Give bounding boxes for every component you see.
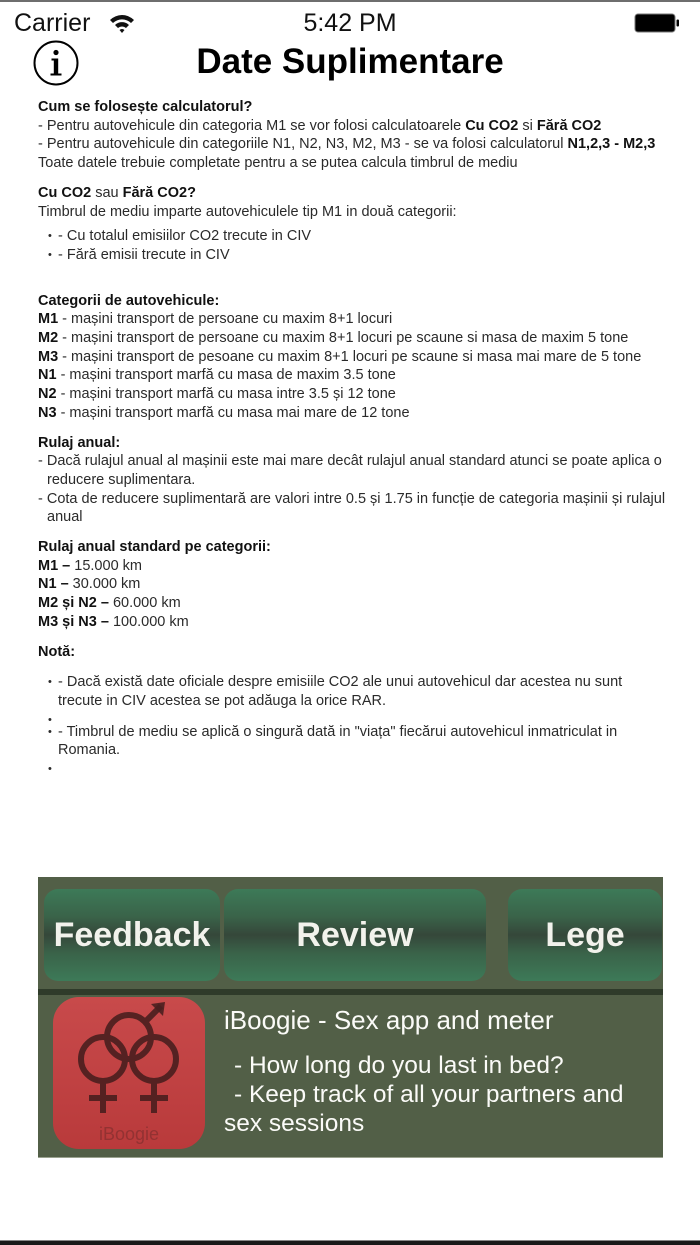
battery-full-icon [634, 13, 680, 33]
standard-heading: Rulaj anual standard pe categorii: [38, 539, 271, 556]
list-item: • - Fără emisii trecute in CIV [48, 246, 668, 265]
co2-intro: Timbrul de mediu imparte autovehiculele tip M1 in două categorii: [38, 203, 457, 220]
status-bar [0, 6, 700, 40]
co2-list [38, 227, 668, 264]
bottom-panel [38, 877, 663, 1158]
gender-symbols-icon [53, 997, 205, 1149]
lege-button[interactable]: Lege [508, 889, 662, 981]
category-item: N3 - mașini transport marfă cu masa mai mare de 12 tone [38, 404, 410, 421]
usage-line-2: - Pentru autovehicule din categoriile N1, N2, N3, M2, M3 - se va folosi calculatorul N1,2,3 - M2,3 [38, 136, 656, 153]
annual-item: - Cota de reducere suplimentară are valori intre 0.5 și 1.75 in funcție de categoria mașinii și rulajul anual [38, 490, 666, 526]
usage-line-1: - Pentru autovehicule din categoria M1 se vor folosi calculatoarele Cu CO2 si Fără CO2 [38, 117, 602, 134]
ad-title: iBoogie - Sex app and meter [224, 1005, 554, 1035]
category-item: N1 - mașini transport marfă cu masa de maxim 3.5 tone [38, 367, 396, 384]
review-button[interactable]: Review [224, 889, 486, 981]
co2-heading: Cu CO2 sau Fără CO2? [38, 184, 196, 201]
ad-description: - How long do you last in bed? - Keep track of all your partners and sex sessions [224, 1052, 624, 1137]
standard-item: M3 și N3 – 100.000 km [38, 613, 189, 630]
feedback-button[interactable]: Feedback [44, 889, 220, 981]
usage-heading: Cum se folosește calculatorul? [38, 99, 253, 115]
standard-section [38, 538, 668, 632]
categories-section [38, 292, 668, 423]
category-item: M2 - mașini transport de persoane cu maxim 8+1 locuri pe scaune si masa de maxim 5 tone [38, 330, 629, 347]
info-content [38, 98, 668, 783]
category-item: N2 - mașini transport marfă cu masa intre 3.5 și 12 tone [38, 386, 396, 403]
category-item: M1 - mașini transport de persoane cu maxim 8+1 locuri [38, 311, 393, 328]
ad-banner[interactable] [38, 995, 663, 1157]
standard-item: N1 – 30.000 km [38, 576, 141, 593]
annual-heading: Rulaj anual: [38, 434, 121, 451]
svg-text:iBoogie: iBoogie [98, 1124, 160, 1144]
list-item: • - Cu totalul emisiilor CO2 trecute in CIV [48, 227, 668, 246]
bottom-border [0, 1240, 700, 1245]
list-item [48, 711, 668, 723]
page-title: Date Suplimentare [196, 42, 504, 81]
list-item: • - Dacă există date oficiale despre emisiile CO2 ale unui autovehicul dar acestea nu sunt trecute in CIV acestea se pot adăuga la orice RAR. [48, 673, 668, 710]
note-heading: Notă: [38, 643, 76, 660]
category-item: M3 - mașini transport de pesoane cu maxim 8+1 locuri pe scaune si masa mai mare de 5 tone [38, 348, 642, 365]
usage-line-3: Toate datele trebuie completate pentru a se putea calcula timbrul de mediu [38, 155, 518, 172]
co2-section [38, 184, 668, 265]
top-border [0, 0, 700, 2]
standard-item: M1 – 15.000 km [38, 557, 142, 574]
iboogie-app-icon [53, 997, 205, 1149]
list-item: • - Timbrul de mediu se aplică o singură dată in "viața" fiecărui autovehicul inmatriculat in Romania. [48, 723, 668, 760]
usage-section [38, 98, 668, 173]
annual-section [38, 434, 668, 528]
note-list [38, 673, 668, 772]
standard-item: M2 și N2 – 60.000 km [38, 595, 181, 612]
note-section [38, 643, 668, 773]
carrier-label: Carrier [14, 9, 91, 37]
categories-heading: Categorii de autovehicule: [38, 292, 220, 309]
list-item [48, 760, 668, 772]
annual-item: - Dacă rulajul anual al mașinii este mai mare decât rulajul anual standard atunci se poate aplica o reducere suplimentara. [38, 453, 662, 488]
clock: 5:42 PM [303, 9, 397, 37]
